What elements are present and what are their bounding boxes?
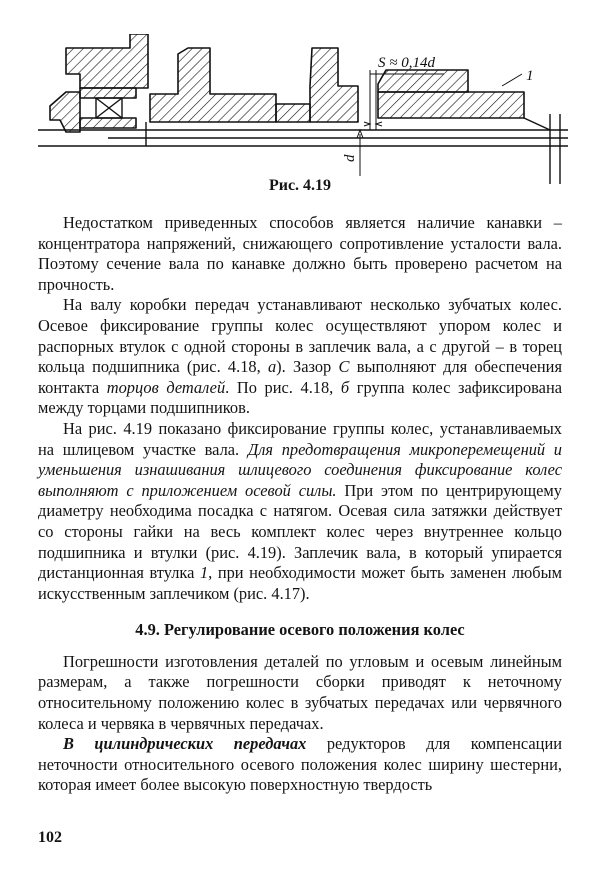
text-run: а [267, 357, 277, 377]
spacer-sleeve [276, 104, 310, 122]
part-label: 1 [526, 68, 534, 84]
text-run: Для предотвращения микроперемещений и уменьшения изнашивания шлицевого соединения фиксирование колес выполняют с приложением осевой силы. [38, 439, 562, 500]
text-run: 1 [199, 563, 209, 583]
text-run: С [338, 357, 350, 377]
housing [66, 34, 148, 88]
paragraph [38, 652, 562, 734]
text-run: б [340, 377, 350, 397]
text-run: При этом по центрирующему диаметру необходима посадка с натягом. Осевая сила затяжки действует со стороны гайки на весь комплект колес через внутреннее кольцо подшипника и втулки (рис. 4.19). Заплечик вала, в который упирается дистанционная втулка [38, 480, 562, 583]
text-run: , при необходимости может быть заменен любым искусственным заплечиком (рис. 4.17). [38, 563, 562, 603]
gear-3 [378, 70, 468, 92]
paragraph [38, 419, 562, 604]
text-run: В цилиндрических передачах [63, 734, 307, 754]
text-run: На валу коробки передач устанавливают несколько зубчатых колес. Осевое фиксирование группы колес осуществляют упором колес и распорных втулок с одной стороны в заплечик вала, а с другой – в торец кольца подшипника (рис. 4.18, [38, 295, 562, 377]
shaft-drawing [38, 34, 568, 186]
text-run: На рис. 4.19 показано фиксирование группы колес, устанавливаемых на шлицевом участке вала. [38, 418, 562, 459]
paragraph [38, 734, 562, 796]
text-run: . По рис. 4.18, [225, 377, 341, 397]
gap-label: S ≈ 0,14d [378, 55, 435, 71]
bearing-outer-ring [80, 88, 136, 98]
paragraph [38, 295, 562, 419]
gear-1 [150, 48, 276, 122]
gear-2 [310, 48, 358, 122]
body-text [38, 213, 562, 796]
page-number: 102 [38, 829, 62, 846]
gear-3-hub [378, 92, 524, 118]
text-run: ). Зазор [276, 357, 339, 377]
text-run: группа колес зафиксирована между торцами подшипников. [38, 377, 563, 418]
text-run: Недостатком приведенных способов является наличие канавки – концентратора напряжений, снижающего сопротивление усталости вала. Поэтому сечение вала по канавке должно быть проверено расчетом на прочность. [38, 213, 562, 294]
text-run: редукторов для компенсации неточности относительного осевого положения колес ширину шестерни, которая имеет более высокую поверхностную твердость [38, 734, 562, 795]
figure-caption: Рис. 4.19 [268, 177, 332, 194]
paragraph [38, 213, 562, 295]
bearing-inner-ring [80, 118, 136, 128]
diameter-label: d [342, 154, 358, 162]
section-title: 4.9. Регулирование осевого положения колес [135, 620, 465, 640]
text-run: выполняют для обеспечения контакта [38, 357, 562, 397]
text-run: Погрешности изготовления деталей по угловым и осевым линейным размерам, а также погрешности сборки приводят к неточному относительному положению колес в зубчатых передачах или червячного колеса и червяка в червячных передачах. [38, 651, 562, 733]
text-run: торцов деталей [106, 377, 226, 397]
end-cover [50, 92, 80, 132]
